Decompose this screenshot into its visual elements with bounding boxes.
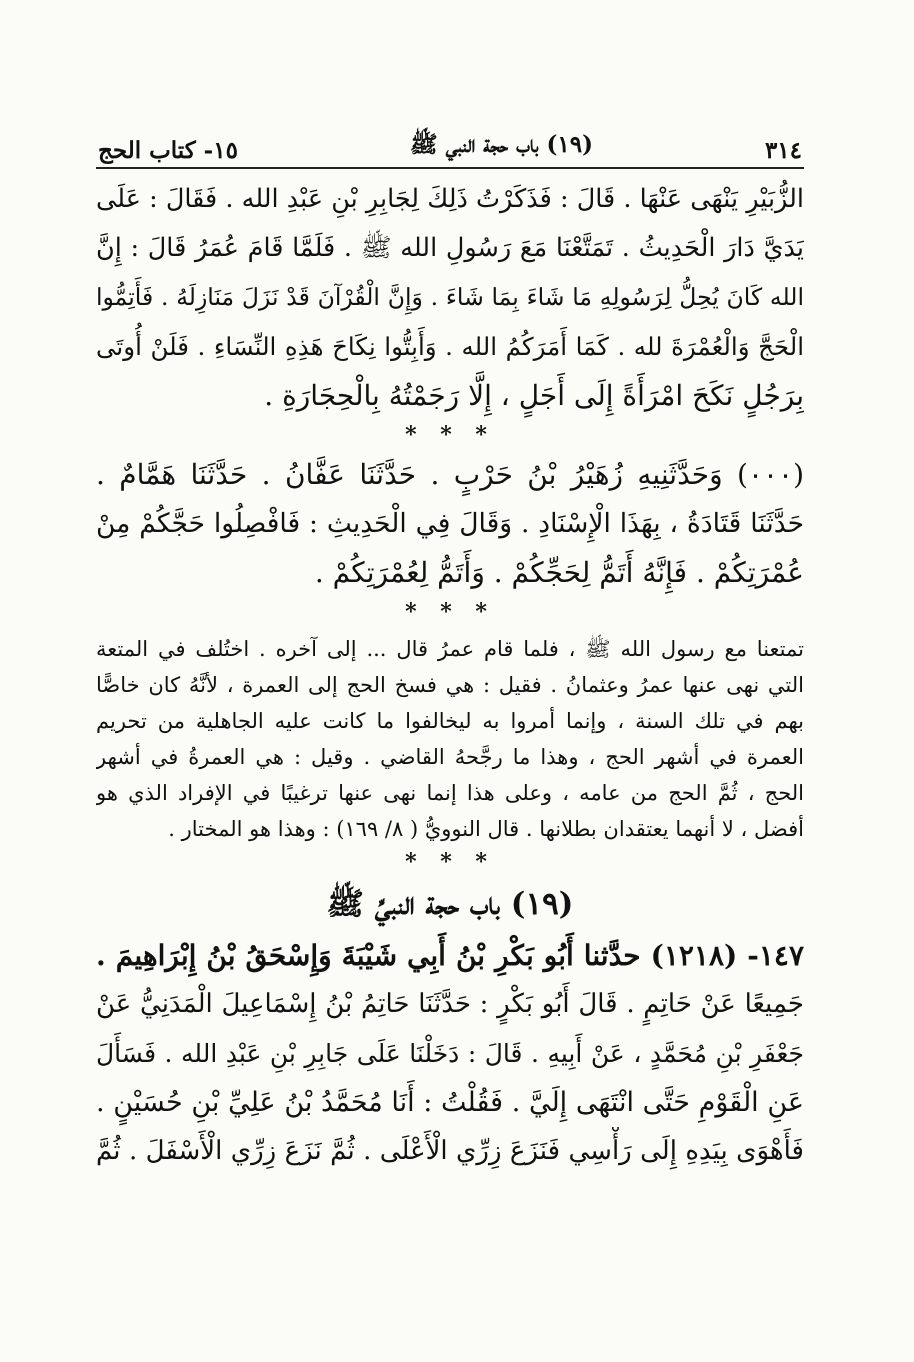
- chapter-heading: (١٩) باب حجة النبيِّ ﷺ: [326, 886, 574, 922]
- text-line: عُمْرَتِكُمْ . فَإِنَّهُ أَتَمُّ لِحَجِّكُمْ . وَأَتَمُّ لِعُمْرَتِكُمْ .: [314, 556, 804, 589]
- commentary-line: أفضل ، لا أنهما يعتقدان بطلانها . قال النوويُّ ( ٨/ ١٦٩) : وهذا هو المختار .: [168, 817, 804, 841]
- hadith-147: [96, 931, 804, 1176]
- text-line: فَأَهْوَى بِيَدِهِ إِلَى رَأْسِي فَنَزَعَ زِرِّي الْأَعْلَى . ثُمَّ نَزَعَ زِرِّي الْأَسْفَلَ . ثُمَّ: [96, 1136, 804, 1166]
- commentary-line: الحج ، ثُمَّ الحج من عامه ، وعلى هذا إنما نهى عنها ترغيبًا في الإفراد الذي هو: [96, 781, 804, 805]
- main-text: [96, 175, 804, 1176]
- text-line: الزُّبَيْرِ يَنْهَى عَنْهَا . قَالَ : فَذَكَرْتُ ذَلِكَ لِجَابِرِ بْنِ عَبْدِ الله . فَقَالَ : عَلَى: [96, 184, 804, 214]
- running-header: [96, 122, 804, 169]
- commentary-line: بهم في تلك السنة ، وإنما أمروا به ليخالفوا ما كانت عليه الجاهلية من تحريم: [96, 709, 804, 733]
- text-line: (٠٠٠) وَحَدَّثَنِيهِ زُهَيْرُ بْنُ حَرْبٍ . حَدَّثَنَا عَفَّانُ . حَدَّثَنَا هَمَّامٌ .: [96, 458, 804, 491]
- text-line: جَعْفَرِ بْنِ مُحَمَّدٍ ، عَنْ أَبِيهِ . قَالَ : دَخَلْنَا عَلَى جَابِرِ بْنِ عَبْدِ الله . فَسَأَلَ: [96, 1039, 804, 1068]
- book-page: [96, 122, 804, 1176]
- header-chapter-title: (١٩) باب حجة النبي ﷺ: [409, 131, 594, 158]
- commentary-line: التي نهى عنها عمرُ وعثمانُ . فقيل : هي فسخ الحج إلى العمرة ، لأنَّهُ كان خاصًّا: [96, 673, 804, 697]
- text-line: عَنِ الْقَوْمِ حَتَّى انْتَهَى إِلَيَّ . فَقُلْتُ : أَنَا مُحَمَّدُ بْنُ عَلِيِّ بْنِ حُسَيْنٍ .: [96, 1087, 804, 1118]
- header-book-title: ١٥- كتاب الحج: [98, 137, 238, 164]
- text-line: جَمِيعًا عَنْ حَاتِمٍ . قَالَ أَبُو بَكْرٍ : حَدَّثَنَا حَاتِمُ بْنُ إِسْمَاعِيلَ الْمَدَنِيُّ عَنْ: [96, 989, 804, 1019]
- text-line: بِرَجُلٍ نَكَحَ امْرَأَةً إِلَى أَجَلٍ ، إِلَّا رَجَمْتُهُ بِالْحِجَارَةِ .: [264, 379, 804, 412]
- separator-stars: * * *: [405, 422, 495, 448]
- text-line: يَدَيَّ دَارَ الْحَدِيثُ . تَمَتَّعْنَا مَعَ رَسُولِ الله ﷺ . فَلَمَّا قَامَ عُمَرُ قَالَ : إِنَّ: [96, 233, 804, 263]
- separator-stars: * * *: [405, 599, 495, 625]
- text-line: حَدَّثَنَا قَتَادَةُ ، بِهَذَا الْإِسْنَادِ . وَقَالَ فِي الْحَدِيثِ : فَافْصِلُوا حَجَّكُمْ مِنْ: [96, 508, 804, 539]
- hadith-continuation: [96, 175, 804, 420]
- commentary-line: تمتعنا مع رسول الله ﷺ ، فلما قام عمرُ قال ... إلى آخره . اختُلف في المتعة: [96, 637, 804, 661]
- page-number: ٣١٤: [764, 137, 802, 164]
- hadith-variant: [96, 450, 804, 597]
- commentary-line: العمرة في أشهر الحج ، وهذا ما رجَّحهُ القاضي . وقيل : هي العمرةُ في أشهر: [96, 745, 804, 769]
- separator-stars: * * *: [405, 849, 495, 875]
- commentary: [96, 631, 804, 847]
- text-line: الله كَانَ يُحِلُّ لِرَسُولِهِ مَا شَاءَ بِمَا شَاءَ . وَإِنَّ الْقُرْآنَ قَدْ نَزَلَ مَنَازِلَهُ . فَأَتِمُّوا: [96, 283, 804, 311]
- text-line: ١٤٧- (١٢١٨) حدَّثنا أَبُو بَكْرِ بْنُ أَبِي شَيْبَةَ وَإِسْحَقُ بْنُ إِبْرَاهِيمَ .: [96, 939, 804, 972]
- text-line: الْحَجَّ وَالْعُمْرَةَ لله . كَمَا أَمَرَكُمُ الله . وَأَبِتُّوا نِكَاحَ هَذِهِ النِّسَاءِ . فَلَنْ أُوتَى: [96, 332, 804, 361]
